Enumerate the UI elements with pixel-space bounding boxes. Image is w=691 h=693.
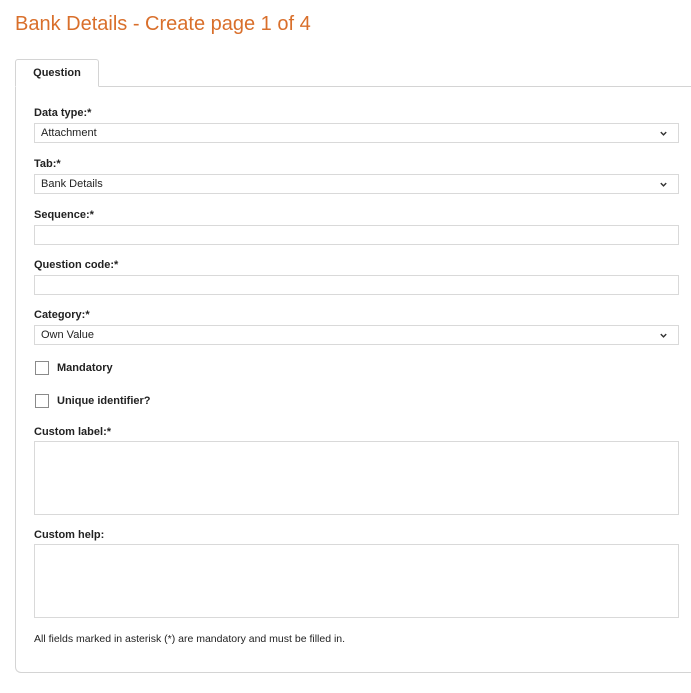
unique-identifier-label: Unique identifier?: [57, 395, 151, 407]
sequence-input[interactable]: [34, 225, 679, 245]
chevron-down-icon: [659, 129, 668, 138]
data-type-value: Attachment: [41, 127, 97, 139]
sequence-label: Sequence:*: [34, 209, 94, 221]
custom-label-textarea[interactable]: [34, 441, 679, 515]
chevron-down-icon: [659, 180, 668, 189]
chevron-down-icon: [659, 331, 668, 340]
category-select[interactable]: [34, 325, 679, 345]
tab-value: Bank Details: [41, 178, 103, 190]
custom-help-textarea[interactable]: [34, 544, 679, 618]
question-code-label: Question code:*: [34, 259, 119, 271]
data-type-label: Data type:*: [34, 107, 92, 119]
page-title: Bank Details - Create page 1 of 4: [15, 13, 311, 35]
tab-question[interactable]: Question: [15, 59, 99, 87]
category-value: Own Value: [41, 329, 94, 341]
mandatory-checkbox[interactable]: [35, 361, 49, 375]
tab-select[interactable]: [34, 174, 679, 194]
category-label: Category:*: [34, 309, 90, 321]
custom-help-label: Custom help:: [34, 529, 105, 541]
data-type-select[interactable]: [34, 123, 679, 143]
unique-identifier-checkbox[interactable]: [35, 394, 49, 408]
question-code-input[interactable]: [34, 275, 679, 295]
mandatory-label: Mandatory: [57, 362, 113, 374]
tab-bar: [15, 59, 691, 88]
tab-field-label: Tab:*: [34, 158, 61, 170]
custom-label-label: Custom label:*: [34, 426, 112, 438]
mandatory-footnote: All fields marked in asterisk (*) are mandatory and must be filled in.: [34, 633, 346, 645]
